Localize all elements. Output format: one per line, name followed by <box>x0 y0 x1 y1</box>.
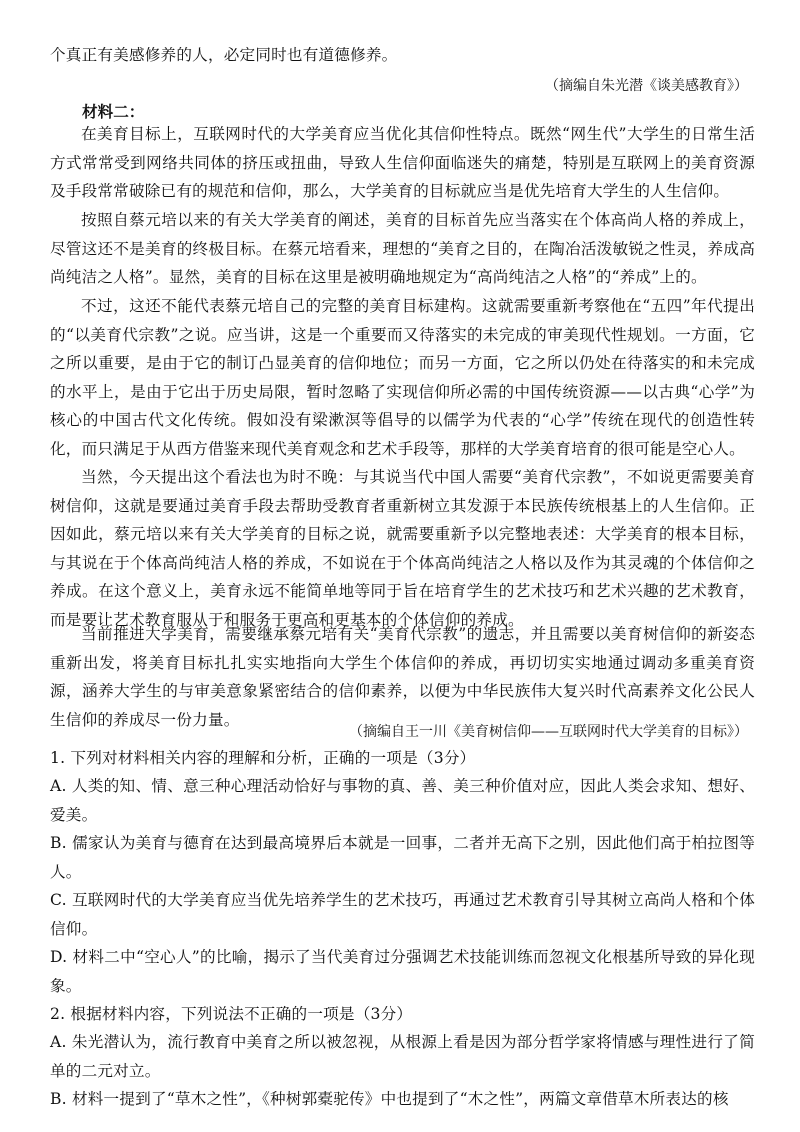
source-citation-2: （摘编自王一川《美育树信仰——互联网时代大学美育的目标》） <box>349 724 748 740</box>
material-two-paragraph-2: 按照自蔡元培以来的有关大学美育的阐述，美育的目标首先应当落实在个体高尚人格的养成上，尽管这还不是美育的终极目标。在蔡元培看来，理想的“美育之目的，在陶冶活泼敏锐之性灵，养成高尚纯洁之人格”。显然，美育的目标在这里是被明确地规定为“高尚纯洁之人格”的“养成”上的。 <box>50 211 755 287</box>
question-1-option-a: A. 人类的知、情、意三种心理活动恰好与事物的真、善、美三种价值对应，因此人类会求知、想好、爱美。 <box>50 777 755 824</box>
material-two-paragraph-1: 在美育目标上，互联网时代的大学美育应当优化其信仰性特点。既然“网生代”大学生的日常生活方式常常受到网络共同体的挤压或扭曲，导致人生信仰面临迷失的痛楚，特别是互联网上的美育资源及手段常常破除已有的规范和信仰，那么，大学美育的目标就应当是优先培育大学生的人生信仰。 <box>50 125 755 201</box>
material-two-heading: 材料二： <box>82 102 145 121</box>
question-1-option-d: D. 材料二中“空心人”的比喻，揭示了当代美育过分强调艺术技能训练而忽视文化根基所导致的异化现象。 <box>50 948 755 995</box>
source-citation-1: （摘编自朱光潜《谈美感教育》） <box>545 78 748 94</box>
question-2-stem: 2. 根据材料内容，下列说法不正确的一项是（3分） <box>50 1005 413 1023</box>
paragraph-continued: 个真正有美感修养的人，必定同时也有道德修养。 <box>50 46 398 64</box>
question-1-option-b: B. 儒家认为美育与德育在达到最高境界后本就是一回事，二者并无高下之别，因此他们高于柏拉图等人。 <box>50 834 755 881</box>
question-2-option-b: B. 材料一提到了“草木之性”，《种树郭橐驼传》中也提到了“木之性”，两篇文章借草木所表达的核 <box>50 1090 729 1108</box>
question-1-stem: 1. 下列对材料相关内容的理解和分析，正确的一项是（3分） <box>50 749 476 767</box>
question-1-option-c: C. 互联网时代的大学美育应当优先培养学生的艺术技巧，再通过艺术教育引导其树立高尚人格和个体信仰。 <box>50 891 755 938</box>
material-two-paragraph-5: 当前推进大学美育，需要继承蔡元培有关“美育代宗教”的遗志，并且需要以美育树信仰的新姿态重新出发，将美育目标扎扎实实地指向大学生个体信仰的养成，再切切实实地通过调动多重美育资源，涵养大学生的与审美意象紧密结合的信仰素养，以便为中华民族伟大复兴时代高素养文化公民人生信仰的养成尽一份力量。 <box>50 625 755 729</box>
material-two-paragraph-4: 当然，今天提出这个看法也为时不晚：与其说当代中国人需要“美育代宗教”，不如说更需要美育树信仰，这就是要通过美育手段去帮助受教育者重新树立其发源于本民族传统根基上的人生信仰。正因如此，蔡元培以来有关大学美育的目标之说，就需要重新予以完整地表述：大学美育的根本目标，与其说在于个体高尚纯洁人格的养成，不如说在于个体高尚纯洁之人格以及作为其灵魂的个体信仰之养成。在这个意义上，美育永远不能简单地等同于旨在培育学生的艺术技巧和艺术兴趣的艺术教育，而是要让艺术教育服从于和服务于更高和更基本的个体信仰的养成。 <box>50 468 755 629</box>
question-2-option-a: A. 朱光潜认为，流行教育中美育之所以被忽视，从根源上看是因为部分哲学家将情感与理性进行了简单的二元对立。 <box>50 1033 755 1080</box>
material-two-paragraph-3: 不过，这还不能代表蔡元培自己的完整的美育目标建构。这就需要重新考察他在“五四”年代提出的“以美育代宗教”之说。应当讲，这是一个重要而又待落实的未完成的审美现代性规划。一方面，它之所以重要，是由于它的制订凸显美育的信仰地位；而另一方面，它之所以仍处在待落实的和未完成的水平上，是由于它出于历史局限，暂时忽略了实现信仰所必需的中国传统资源——以古典“心学”为核心的中国古代文化传统。假如没有梁漱溟等倡导的以儒学为代表的“心学”传统在现代的创造性转化，而只满足于从西方借鉴来现代美育观念和艺术手段等，那样的大学美育培育的很可能是空心人。 <box>50 297 755 458</box>
